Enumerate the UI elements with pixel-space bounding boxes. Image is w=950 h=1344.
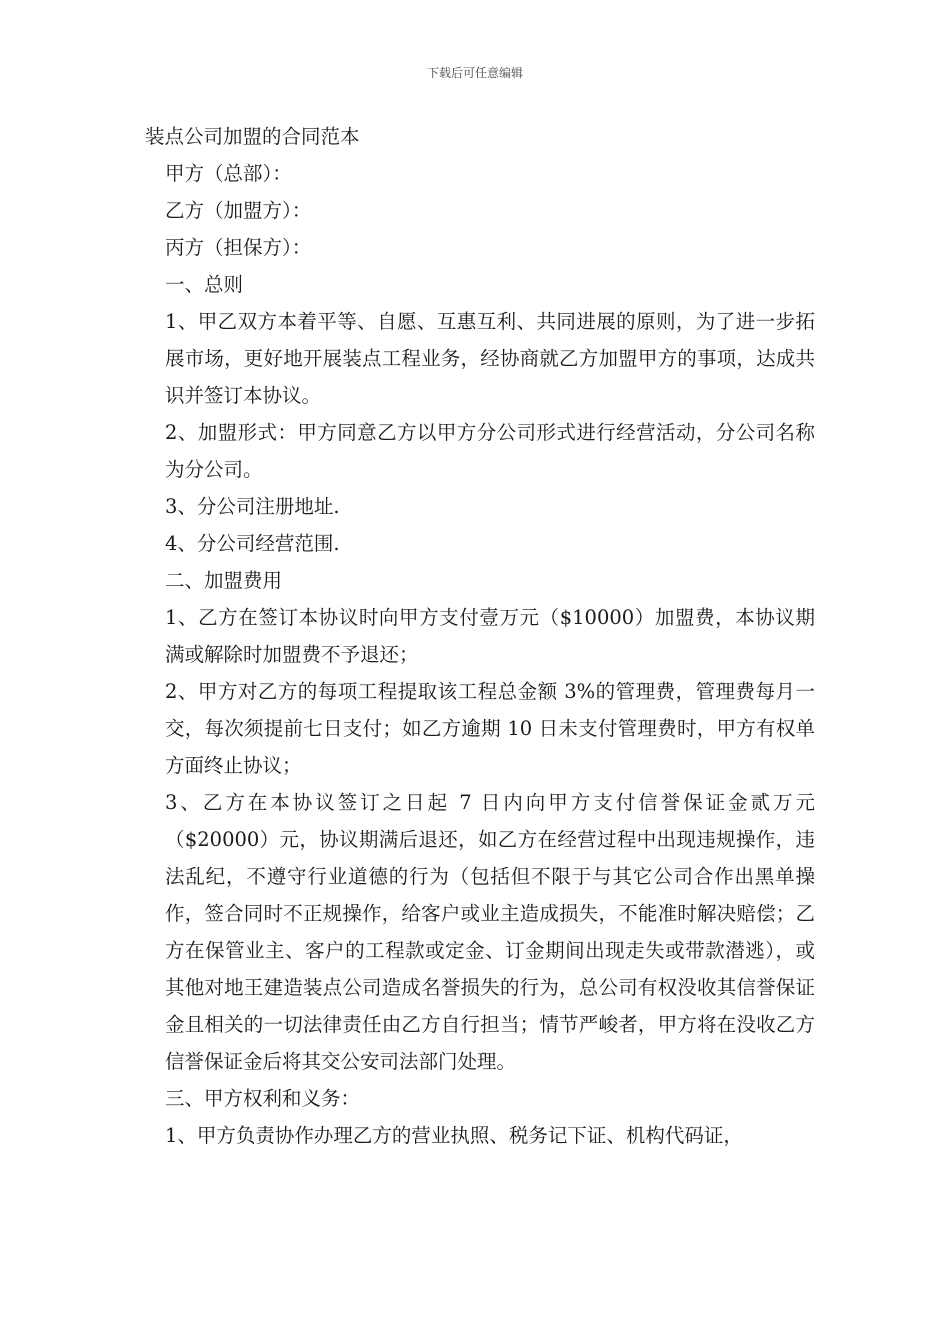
- page-header: 下载后可任意编辑: [426, 66, 523, 80]
- section-1-paragraph-3: 3、分公司注册地址.: [165, 495, 340, 518]
- document-title: 装点公司加盟的合同范本: [145, 125, 360, 148]
- section-1-paragraph-4: 4、分公司经营范围.: [165, 532, 340, 555]
- party-a-line: 甲方（总部）：: [165, 162, 292, 185]
- party-c-line: 丙方（担保方）：: [165, 236, 312, 259]
- section-1-paragraph-1: 1、甲乙双方本着平等、自愿、互惠互利、共同进展的原则，为了进一步拓展市场，更好地开展装点工程业务，经协商就乙方加盟甲方的事项，达成共识并签订本协议。: [165, 310, 815, 407]
- section-2-paragraph-1: 1、乙方在签订本协议时向甲方支付壹万元（$10000）加盟费，本协议期满或解除时加盟费不予退还；: [165, 606, 815, 666]
- section-2-paragraph-3: 3、乙方在本协议签订之日起 7 日内向甲方支付信誉保证金贰万元（$20000）元，协议期满后退还，如乙方在经营过程中出现违规操作，违法乱纪，不遵守行业道德的行为（包括但不限于与其它公司合作出黑单操作，签合同时不正规操作，给客户或业主造成损失，不能准时解决赔偿；乙方在保管业主、客户的工程款或定金、订金期间出现走失或带款潜逃），或其他对地王建造装点公司造成名誉损失的行为，总公司有权没收其信誉保证金且相关的一切法律责任由乙方自行担当；情节严峻者，甲方将在没收乙方信誉保证金后将其交公安司法部门处理。: [165, 791, 815, 1073]
- party-b-line: 乙方（加盟方）：: [165, 199, 312, 222]
- section-1-paragraph-2: 2、加盟形式：甲方同意乙方以甲方分公司形式进行经营活动，分公司名称为分公司。: [165, 421, 815, 481]
- section-3-title: 三、甲方权利和义务：: [165, 1087, 361, 1110]
- document-body: [145, 118, 815, 1154]
- section-2-paragraph-2: 2、甲方对乙方的每项工程提取该工程总金额 3%的管理费，管理费每月一交，每次须提前七日支付；如乙方逾期 10 日未支付管理费时，甲方有权单方面终止协议；: [165, 680, 815, 777]
- section-3-paragraph-1: 1、甲方负责协作办理乙方的营业执照、税务记下证、机构代码证，: [165, 1124, 743, 1147]
- section-2-title: 二、加盟费用: [165, 569, 283, 592]
- section-1-title: 一、总则: [165, 273, 244, 296]
